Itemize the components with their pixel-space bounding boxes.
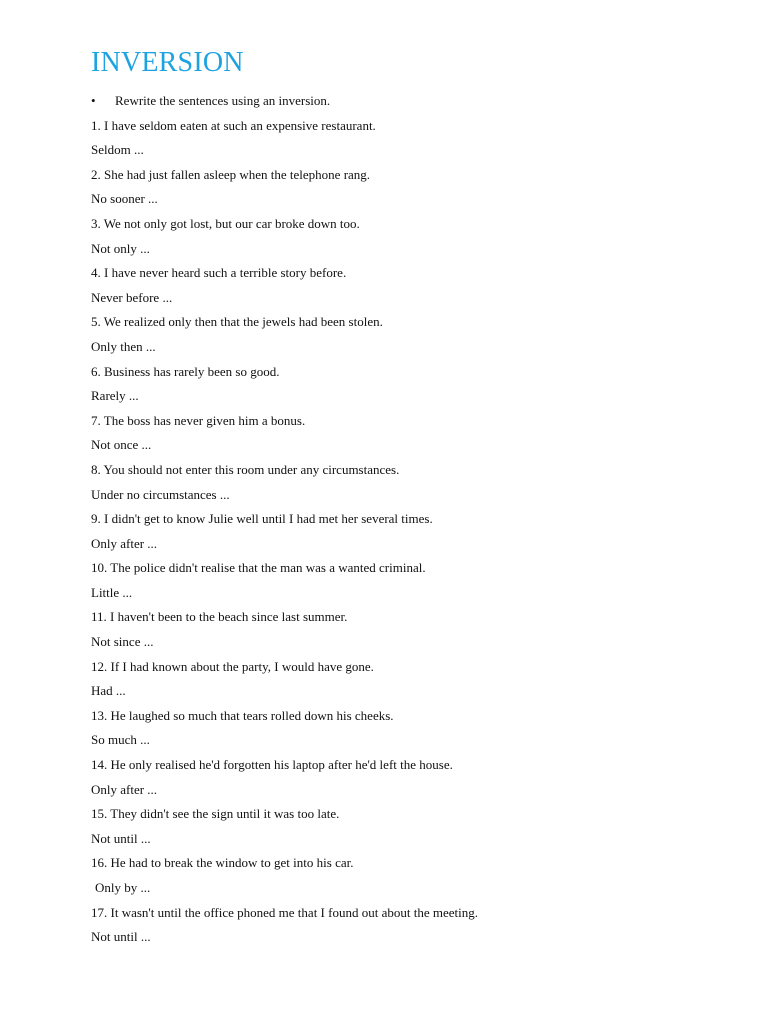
- prompt-7: Not once ...: [91, 437, 152, 453]
- sentence-7: 7. The boss has never given him a bonus.: [91, 412, 306, 428]
- prompt-6: Rarely ...: [91, 388, 139, 404]
- instruction-text: Rewrite the sentences using an inversion.: [115, 93, 331, 108]
- prompt-12: Had ...: [91, 683, 126, 699]
- prompt-15: Not until ...: [91, 830, 151, 846]
- document-page: [91, 46, 731, 950]
- prompt-4: Never before ...: [91, 289, 173, 305]
- prompt-5: Only then ...: [91, 338, 156, 354]
- exercise-list: [91, 114, 731, 950]
- prompt-8: Under no circumstances ...: [91, 486, 230, 502]
- instruction-line: [91, 89, 731, 114]
- sentence-17: 17. It wasn't until the office phoned me that I found out about the meeting.: [91, 904, 478, 920]
- sentence-10: 10. The police didn't realise that the man was a wanted criminal.: [91, 560, 426, 576]
- sentence-14: 14. He only realised he'd forgotten his laptop after he'd left the house.: [91, 757, 453, 773]
- sentence-15: 15. They didn't see the sign until it was too late.: [91, 806, 340, 822]
- prompt-1: Seldom ...: [91, 142, 144, 158]
- prompt-17: Not until ...: [91, 929, 151, 945]
- prompt-9: Only after ...: [91, 535, 158, 551]
- sentence-3: 3. We not only got lost, but our car broke down too.: [91, 215, 360, 231]
- sentence-12: 12. If I had known about the party, I would have gone.: [91, 658, 374, 674]
- sentence-4: 4. I have never heard such a terrible story before.: [91, 265, 347, 281]
- sentence-8: 8. You should not enter this room under any circumstances.: [91, 461, 400, 477]
- prompt-13: So much ...: [91, 732, 150, 748]
- prompt-10: Little ...: [91, 584, 133, 600]
- prompt-14: Only after ...: [91, 781, 158, 797]
- prompt-3: Not only ...: [91, 240, 150, 256]
- sentence-6: 6. Business has rarely been so good.: [91, 363, 280, 379]
- prompt-2: No sooner ...: [91, 191, 158, 207]
- sentence-2: 2. She had just fallen asleep when the telephone rang.: [91, 166, 371, 182]
- sentence-16: 16. He had to break the window to get into his car.: [91, 855, 354, 871]
- sentence-1: 1. I have seldom eaten at such an expensive restaurant.: [91, 117, 376, 133]
- sentence-5: 5. We realized only then that the jewels had been stolen.: [91, 314, 383, 330]
- page-title: INVERSION: [91, 47, 244, 78]
- sentence-13: 13. He laughed so much that tears rolled down his cheeks.: [91, 707, 394, 723]
- prompt-16: Only by ...: [95, 880, 151, 895]
- sentence-9: 9. I didn't get to know Julie well until I had met her several times.: [91, 511, 433, 527]
- prompt-11: Not since ...: [91, 634, 154, 650]
- bullet-icon: •: [91, 93, 96, 108]
- sentence-11: 11. I haven't been to the beach since last summer.: [91, 609, 348, 625]
